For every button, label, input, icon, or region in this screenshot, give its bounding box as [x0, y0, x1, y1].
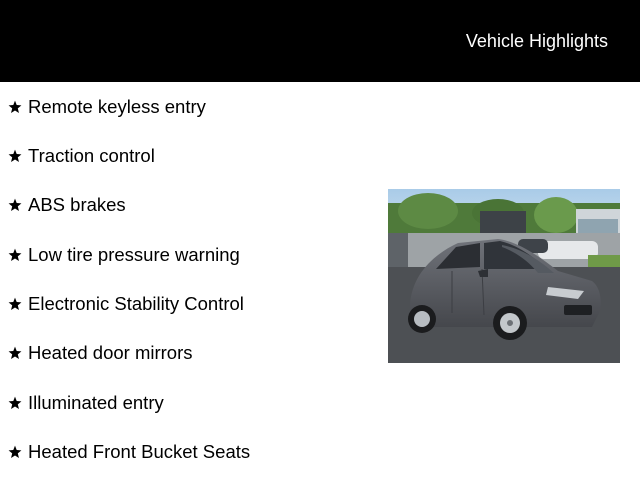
feature-item [8, 242, 240, 268]
feature-label: ABS brakes [28, 194, 126, 215]
vehicle-photo[interactable] [388, 189, 620, 363]
star-icon [8, 445, 22, 459]
feature-item [8, 192, 126, 218]
star-icon [8, 198, 22, 212]
feature-label: Electronic Stability Control [28, 293, 244, 314]
star-icon [8, 149, 22, 163]
star-icon [8, 396, 22, 410]
car-image [388, 189, 620, 363]
feature-item [8, 390, 164, 416]
feature-label: Remote keyless entry [28, 96, 206, 117]
header-bar [0, 0, 640, 82]
feature-label: Traction control [28, 145, 155, 166]
feature-item [8, 291, 244, 317]
feature-item [8, 439, 250, 465]
feature-item [8, 94, 206, 120]
star-icon [8, 248, 22, 262]
feature-item [8, 340, 193, 366]
feature-label: Illuminated entry [28, 392, 164, 413]
star-icon [8, 346, 22, 360]
star-icon [8, 100, 22, 114]
header-title: Vehicle Highlights [465, 31, 608, 51]
feature-label: Low tire pressure warning [28, 244, 240, 265]
feature-item [8, 143, 155, 169]
star-icon [8, 297, 22, 311]
feature-label: Heated Front Bucket Seats [28, 441, 251, 462]
feature-label: Heated door mirrors [28, 342, 193, 363]
